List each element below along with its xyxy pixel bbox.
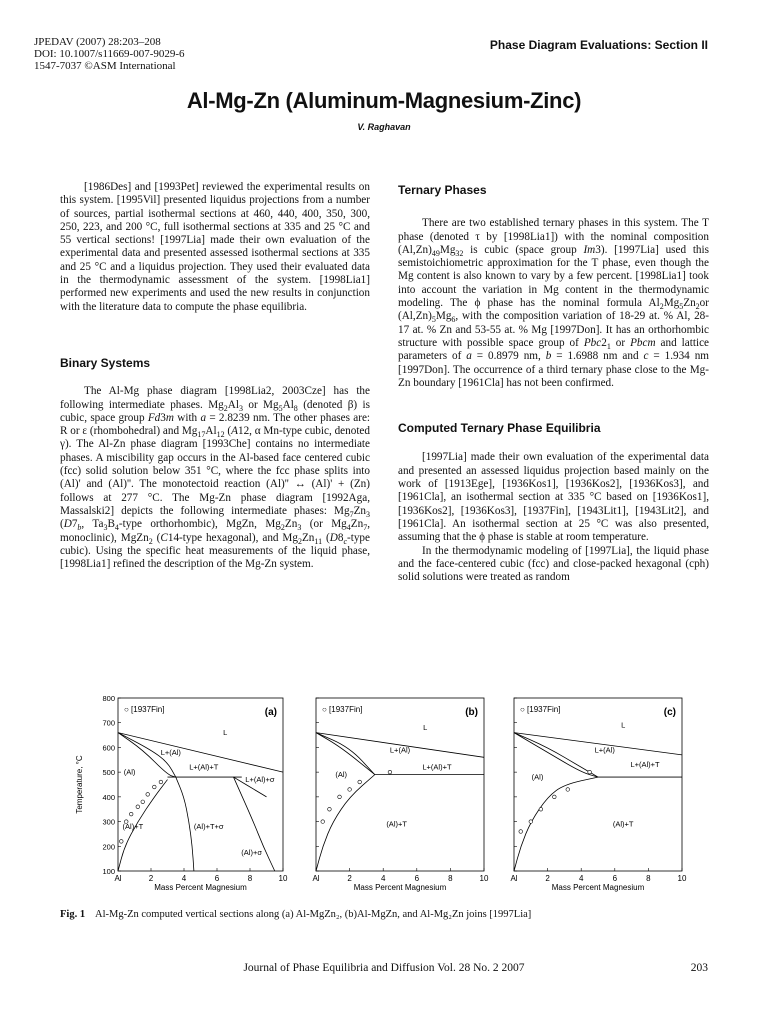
vertical-section-plot-a	[68, 690, 300, 895]
x-tick-label: Al	[114, 874, 122, 883]
data-point	[136, 805, 140, 809]
region-label: L+(Al)+T	[630, 760, 660, 770]
data-point	[566, 788, 570, 792]
journal-line: JPEDAV (2007) 28:203–208	[34, 36, 161, 48]
figure-caption	[60, 909, 531, 920]
region-label: (Al)+T	[386, 819, 407, 829]
region-label: (Al)+σ	[241, 847, 262, 857]
vertical-section-plot-c	[498, 690, 688, 895]
data-point	[129, 812, 133, 816]
region-label: (Al)	[335, 770, 348, 780]
x-axis-label: Mass Percent Magnesium	[353, 883, 447, 892]
plot-frame	[514, 698, 682, 871]
region-label: L	[423, 723, 428, 733]
x-tick-label: 4	[578, 874, 584, 883]
panel-label: (a)	[264, 707, 277, 718]
region-label: (Al)+T+σ	[193, 821, 224, 831]
data-point	[348, 788, 352, 792]
t-sigma-boundary-curve	[176, 777, 194, 871]
x-tick-label: Al	[510, 874, 518, 883]
region-label: (Al)+T	[612, 819, 634, 829]
region-label: (Al)	[123, 767, 136, 777]
computed-paragraph-1: [1997Lia] made their own evaluation of the experimental data and presented an assessed liquidus projection based mainly on the work of [1913Ege], [1936Kos1], [1936Kos2], [1936Kos3], and [1961Cla], an isothermal section at 335 °C based on [1936Kos1], [1936Kos2], [1936Kos3], [1937Fin], [1943Lit1], [1943Lit2], and [1961Cla]. An isothermal section at 25 °C was also presented, assuming that the ϕ phase is stable at room temperature.	[398, 451, 709, 544]
region-label: (Al)	[531, 772, 544, 782]
caption-label: Fig. 1	[60, 909, 86, 920]
region-label: L	[223, 728, 228, 738]
left-column	[60, 181, 370, 571]
intro-paragraph: [1986Des] and [1993Pet] reviewed the experimental results on this system. [1995Vil] presented liquidus projections from a number of sources, partial isothermal sections at 460, 440, 400, 350, 300, 250, 223, and 200 °C, full isothermal sections at 335 and 25 °C and 55 vertical sections! [1997Lia] made their own evaluation of the experimental data and presented assessed isothermal sections at 335 and 25 °C and a liquidus projection. They used their evaluated data in the thermodynamic assessment of the system. [1998Lia1] performed new experiments and used the new results in conjunction with the literature data to compute the phase equilibria.	[60, 181, 370, 313]
data-point	[120, 840, 124, 844]
x-axis-label: Mass Percent Magnesium	[551, 883, 645, 892]
right-column	[398, 184, 709, 584]
data-point	[529, 820, 533, 824]
ternary-phases-heading: Ternary Phases	[398, 183, 487, 197]
data-point	[358, 780, 362, 784]
x-tick-label: 2	[148, 874, 154, 883]
x-tick-label: 6	[612, 874, 618, 883]
plot-frame	[118, 698, 283, 871]
binary-paragraph: The Al-Mg phase diagram [1998Lia2, 2003Cze] has the following intermediate phases. $Mg_2Al_3$ or $Mg_5Al_8$ (denoted β) is cubic, space group Fd3m with a = 2.8239 nm. The other phases are: R or ε (rhombohedral) and $Mg_{17}Al_{12}$ (A12, α Mn-type cubic, denoted γ). The Al-Zn phase diagram [1993Che] contains no intermediate phases. A miscibility gap occurs in the Al-based face centered cubic (fcc) solid solution below 351 °C, where the fcc phase splits into (Al)' and (Al)''. The monotectoid reaction (Al)'' ↔ (Al)' + (Zn) follows at 277 °C. The Mg-Zn phase diagram [1992Aga, Massalski2] depicts the following intermediate phases: $Mg_7Zn_3$ ($D7_b$, $Ta_3B_4$-type orthorhombic), MgZn, $Mg_2Zn_3$ (or $Mg_4Zn_7$, monoclinic), MgZn$_2$ (C14-type hexagonal), and $Mg_2Zn_{11}$ ($D8_c$-type cubic). Using the specific heat measurements of the liquid phase, [1998Lia1] refined the description of the Mg-Zn system.	[60, 385, 371, 571]
x-tick-label: 6	[214, 874, 220, 883]
section-header: Phase Diagram Evaluations: Section II	[489, 38, 708, 52]
region-label: L+(Al)	[160, 747, 181, 757]
y-tick-label: 700	[102, 718, 115, 728]
data-point	[338, 795, 342, 799]
y-tick-label: 600	[102, 743, 115, 753]
liquidus-curve	[316, 733, 375, 775]
x-tick-label: 10	[677, 874, 687, 883]
binary-systems-heading: Binary Systems	[60, 355, 151, 370]
data-point	[388, 770, 392, 774]
y-tick-label: 300	[102, 817, 115, 827]
computed-paragraph-2: In the thermodynamic modeling of [1997Lia], the liquid phase and the face-centered cubic (fcc) and close-packed hexagonal (cph) solid solutions were treated as random	[398, 544, 709, 584]
region-label: (Al)+T	[122, 821, 144, 831]
issn-line: 1547-7037 ©ASM International	[34, 60, 176, 72]
data-point	[153, 785, 157, 789]
x-tick-label: 10	[479, 874, 489, 883]
footer-journal: Journal of Phase Equilibria and Diffusion Vol. 28 No. 2 2007	[243, 962, 525, 974]
x-tick-label: 8	[247, 874, 253, 883]
region-label: L	[621, 720, 626, 730]
data-point	[539, 807, 543, 811]
data-point	[328, 807, 332, 811]
data-point	[141, 800, 145, 804]
solidus-curve	[514, 733, 598, 777]
panel-label: (c)	[663, 707, 676, 718]
region-label: L+(Al)	[594, 745, 615, 755]
y-tick-label: 200	[102, 842, 115, 852]
x-tick-label: Al	[312, 874, 320, 883]
panel-label: (b)	[465, 707, 478, 718]
solvus-curve	[316, 775, 375, 871]
x-tick-label: 2	[545, 874, 550, 883]
article-title: Al-Mg-Zn (Aluminum-Magnesium-Zinc)	[186, 88, 582, 113]
solidus-curve	[316, 733, 375, 775]
ternary-paragraph: There are two established ternary phases in this system. The T phase (denoted τ by [1998Lia1]) with the nominal composition $(Al,Zn)_{49}Mg_{32}$ is cubic (space group Im3). [1997Lia] used this semistoichiometric approximation for the T phase, even though the Mg content is also known to vary by a few percent. [1998Lia1] took into account the variation in Mg content in the thermodynamic modeling. The ϕ phase has the nominal formula $Al_2Mg_5Zn_2or$ $(Al,Zn)_5Mg_6$, with the composition variation of 18-29 at. % Al, 28-17 at. % Zn and 53-55 at. % Mg [1997Don]. It has an orthorhombic structure with possible space group of $Pbc2_1$ or Pbcm and lattice parameters of a = 0.8979 nm, b = 1.6988 nm and c = 1.934 nm [1997Don]. The occurrence of a third ternary phase close to the Mg-Zn boundary [1961Cla] has not been confirmed.	[398, 217, 710, 389]
plot-frame	[316, 698, 484, 871]
data-point	[321, 820, 325, 824]
x-tick-label: 4	[380, 874, 386, 883]
y-tick-label: 800	[102, 694, 115, 703]
legend: ○ [1937Fin]	[520, 705, 561, 714]
x-axis-label: Mass Percent Magnesium	[154, 883, 247, 892]
page-number: 203	[690, 962, 708, 974]
journal-header	[34, 36, 185, 72]
x-tick-label: 10	[278, 874, 288, 883]
x-tick-label: 4	[181, 874, 187, 883]
data-point	[519, 830, 523, 834]
y-tick-label: 100	[102, 867, 115, 876]
solvus-curve	[514, 777, 598, 871]
liquidus-curve	[514, 733, 598, 777]
region-label: L+(Al)+σ	[245, 775, 275, 785]
region-label: L+(Al)+T	[422, 762, 452, 772]
data-point	[159, 780, 163, 784]
x-tick-label: 2	[347, 874, 352, 883]
legend: ○ [1937Fin]	[322, 705, 363, 714]
region-label: L+(Al)	[389, 745, 411, 755]
computed-equilibria-heading: Computed Ternary Phase Equilibria	[398, 421, 601, 436]
y-tick-label: 400	[102, 792, 115, 802]
legend: ○ [1937Fin]	[124, 705, 165, 714]
region-label: L+(Al)+T	[189, 762, 219, 772]
vertical-section-plot-b	[300, 690, 490, 895]
article-author: V. Raghavan	[357, 122, 411, 132]
x-tick-label: 8	[646, 874, 651, 883]
data-point	[553, 795, 557, 799]
data-point	[588, 770, 592, 774]
y-tick-label: 500	[102, 768, 115, 778]
y-axis-label: Temperature, °C	[75, 755, 84, 814]
x-tick-label: 6	[414, 874, 420, 883]
x-tick-label: 8	[448, 874, 453, 883]
data-point	[146, 793, 150, 797]
doi-line: DOI: 10.1007/s11669-007-9029-6	[34, 48, 185, 60]
caption-text: Al-Mg-Zn computed vertical sections along (a) Al-MgZn₂, (b)Al-MgZn, and Al-Mg₂Zn joins [1997Lia]	[95, 909, 532, 920]
